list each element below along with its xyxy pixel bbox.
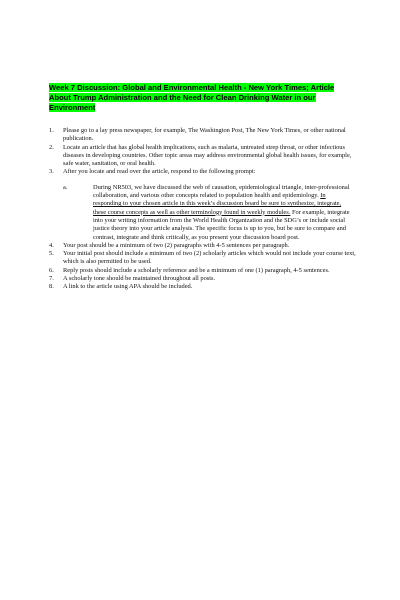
assignment-heading <box>49 83 355 113</box>
list-item <box>49 168 361 241</box>
list-item-number: 8. <box>49 283 54 291</box>
list-item-text: Please go to a lay press newspaper, for example, The Washington Post, The New York Times, or other national publication. <box>63 127 346 143</box>
heading-highlight: Week 7 Discussion: Global and Environmental Health - New York Times; Article About Trump Administration and the Need for Clean Drinking Water in our Environment <box>49 83 335 112</box>
list-item <box>49 250 361 267</box>
list-item-number: 1. <box>49 127 54 134</box>
list-item <box>49 275 361 283</box>
list-item-text: A link to the article using APA should be included. <box>63 283 193 291</box>
list-item-text: Locate an article that has global health implications, such as malaria, untreated strep throat, or other infectious diseases in developing countries. Other topic areas may address environmental global health issues, for example, safe water, sanitation, or oral health. <box>63 143 352 168</box>
list-item-number: 7. <box>49 275 54 283</box>
list-item-number: 2. <box>49 143 54 151</box>
list-item <box>49 127 361 144</box>
sublist-text-underlined: In responding to your chosen article in this week’s discussion board be sure to synthesize, integrate, these course concepts as well as other terminology found in weekly modules. <box>93 192 342 216</box>
instruction-list <box>49 127 361 292</box>
list-item-number: 4. <box>49 241 54 249</box>
list-item <box>49 283 361 291</box>
list-item-text: A scholarly tone should be maintained throughout all posts. <box>63 275 216 283</box>
sublist-text-intro: During NR503, we have discussed the web of causation, epidemiological triangle, inter-professional collaboration, and various other concepts related to population health and epidemiology. <box>93 183 350 200</box>
prompt-sublist <box>63 184 361 242</box>
list-item <box>49 144 361 169</box>
list-item <box>49 267 361 275</box>
list-item-number: 3. <box>49 168 54 176</box>
sublist-text-rest: For example, integrate into your writing information from the World Health Organization and the SDG’s or include social justice theory into your article analysis. The specific focus is up to you, but be sure to compare and contrast, integrate and think critically, as you present your discussion board post. <box>93 208 350 241</box>
list-item-text: Your post should be a minimum of two (2) paragraphs with 4-5 sentences per paragraph. <box>63 241 290 249</box>
list-item <box>49 242 361 250</box>
list-item-text: Your initial post should include a minimum of two (2) scholarly articles which would not include your course text, which is also permitted to be used. <box>63 250 356 266</box>
list-item-number: 6. <box>49 266 54 274</box>
list-item-text: After you locate and read over the article, respond to the following prompt: <box>63 168 256 176</box>
list-item-number: 5. <box>49 250 54 258</box>
list-item-text: Reply posts should include a scholarly reference and be a minimum of one (1) paragraph, 4-5 sentences. <box>63 266 330 274</box>
sublist-item <box>63 184 361 242</box>
sublist-item-letter: a. <box>63 183 68 191</box>
